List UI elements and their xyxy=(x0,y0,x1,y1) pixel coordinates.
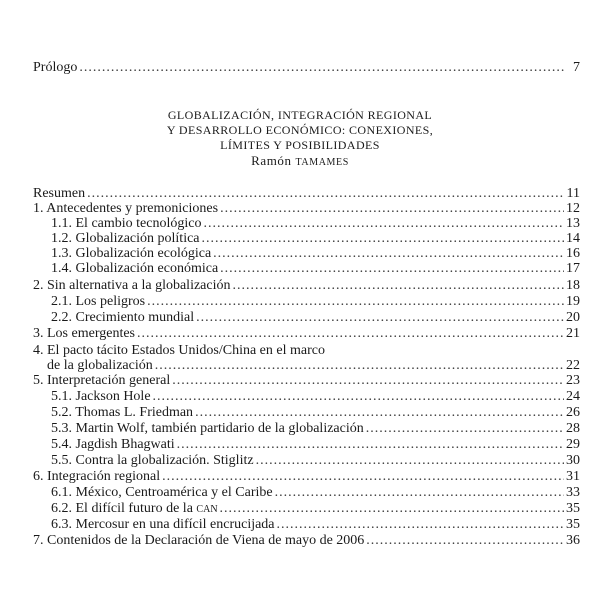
leader-dots xyxy=(177,437,564,453)
toc-entry xyxy=(51,421,580,437)
toc-entry-page: 21 xyxy=(566,326,580,341)
toc-entry-page: 18 xyxy=(566,278,580,293)
leader-dots xyxy=(202,231,564,247)
toc-entry-label: 5.2. Thomas L. Friedman xyxy=(51,405,194,420)
toc-entry-label: 5.5. Contra la globalización. Stiglitz xyxy=(51,453,254,468)
toc-entry-label: 1.3. Globalización ecológica xyxy=(51,246,212,261)
toc-entry-page: 26 xyxy=(566,405,580,420)
toc-entry-label xyxy=(51,501,218,518)
toc-entry xyxy=(51,310,580,326)
leader-dots xyxy=(172,373,564,389)
leader-dots xyxy=(153,389,564,405)
toc-entry-page: 24 xyxy=(566,389,580,404)
toc-entry-page: 7 xyxy=(573,60,580,75)
toc-entry xyxy=(51,231,580,247)
toc-entry-label: 4. El pacto tácito Estados Unidos/China en el marco xyxy=(33,343,325,358)
toc-entry-label: 6. Integración regional xyxy=(33,469,161,484)
toc-entry-page: 14 xyxy=(566,231,580,246)
toc-entry-label: 2. Sin alternativa a la globalización xyxy=(33,278,231,293)
toc-entry-page: 33 xyxy=(566,485,580,500)
toc-entry-page: 22 xyxy=(566,358,580,373)
toc-entry-page: 35 xyxy=(566,517,580,532)
toc-entry-label: 6.1. México, Centroamérica y el Caribe xyxy=(51,485,273,500)
toc-entry-label-text: 6.2. El difícil futuro de la xyxy=(51,501,193,516)
toc-entry xyxy=(33,201,580,217)
leader-dots xyxy=(87,186,564,202)
toc-entry-page: 13 xyxy=(566,216,580,231)
toc-entry xyxy=(33,469,580,485)
toc-entry-page: 31 xyxy=(566,469,580,484)
toc-entry xyxy=(51,216,580,232)
toc-entry xyxy=(51,389,580,405)
toc-entry-page: 12 xyxy=(566,201,580,216)
toc-entry xyxy=(51,294,580,310)
toc-entry-page: 30 xyxy=(566,453,580,468)
leader-dots xyxy=(213,246,564,262)
toc-entry-prologue xyxy=(33,60,580,76)
toc-entry xyxy=(51,453,580,469)
toc-entry-label: 5.3. Martin Wolf, también partidario de la globalización xyxy=(51,421,364,436)
toc-entry xyxy=(51,246,580,262)
toc-entry-label: 3. Los emergentes xyxy=(33,326,135,341)
toc-entry xyxy=(51,501,580,518)
acronym-can: CAN xyxy=(196,504,218,515)
toc-entry-label: Resumen xyxy=(33,186,86,201)
leader-dots xyxy=(79,60,564,76)
toc-entry-page: 35 xyxy=(566,501,580,516)
leader-dots xyxy=(196,310,564,326)
author-first-name: Ramón xyxy=(251,153,292,168)
essay-title-line-3: LÍMITES Y POSIBILIDADES xyxy=(220,138,380,152)
toc-entry-label: Prólogo xyxy=(33,60,78,75)
essay-author xyxy=(0,153,600,170)
toc-entry xyxy=(51,517,580,533)
toc-entry xyxy=(33,326,580,342)
leader-dots xyxy=(366,533,564,549)
leader-dots xyxy=(220,201,564,217)
toc-entry xyxy=(47,358,580,374)
essay-title-line-1: GLOBALIZACIÓN, INTEGRACIÓN REGIONAL xyxy=(167,108,433,122)
toc-entry-label-continued: de la globalización xyxy=(47,358,153,373)
toc-entry xyxy=(33,278,580,294)
leader-dots xyxy=(155,358,564,374)
leader-dots xyxy=(232,278,564,294)
toc-entry xyxy=(33,373,580,389)
leader-dots xyxy=(366,421,564,437)
toc-entry-label: 7. Contenidos de la Declaración de Viena de mayo de 2006 xyxy=(33,533,365,548)
toc-entry-label: 1.1. El cambio tecnológico xyxy=(51,216,202,231)
toc-entry xyxy=(33,533,580,549)
toc-entry xyxy=(51,485,580,501)
leader-dots xyxy=(162,469,564,485)
toc-entry-page: 11 xyxy=(566,186,580,201)
toc-entry-label: 1. Antecedentes y premoniciones xyxy=(33,201,219,216)
toc-entry-page: 29 xyxy=(566,437,580,452)
toc-entry-page: 16 xyxy=(566,246,580,261)
toc-entry-label: 2.2. Crecimiento mundial xyxy=(51,310,195,325)
toc-entry-page: 20 xyxy=(566,310,580,325)
toc-entry-page: 23 xyxy=(566,373,580,388)
leader-dots xyxy=(195,405,564,421)
toc-entry-label: 1.2. Globalización política xyxy=(51,231,200,246)
toc-entry-label: 5. Interpretación general xyxy=(33,373,171,388)
toc-entry-label: 6.3. Mercosur en una difícil encrucijada xyxy=(51,517,275,532)
leader-dots xyxy=(137,326,564,342)
leader-dots xyxy=(203,216,564,232)
toc-entry xyxy=(51,405,580,421)
toc-entry xyxy=(51,437,580,453)
toc-entry xyxy=(33,186,580,202)
essay-title-line-2: Y DESARROLLO ECONÓMICO: CONEXIONES, xyxy=(166,123,434,137)
toc-entry-page: 17 xyxy=(566,261,580,276)
leader-dots xyxy=(147,294,564,310)
toc-entry-page: 19 xyxy=(566,294,580,309)
toc-entry-label: 1.4. Globalización económica xyxy=(51,261,219,276)
leader-dots xyxy=(277,517,564,533)
leader-dots xyxy=(220,261,564,277)
toc-entry-page: 28 xyxy=(566,421,580,436)
toc-entry-page: 36 xyxy=(566,533,580,548)
leader-dots xyxy=(256,453,564,469)
toc-entry-label: 5.1. Jackson Hole xyxy=(51,389,151,404)
toc-entry-label: 2.1. Los peligros xyxy=(51,294,146,309)
toc-entry xyxy=(51,261,580,277)
toc-entry-label: 5.4. Jagdish Bhagwati xyxy=(51,437,175,452)
leader-dots xyxy=(275,485,564,501)
author-last-name: TAMAMES xyxy=(295,157,349,168)
leader-dots xyxy=(220,501,564,517)
